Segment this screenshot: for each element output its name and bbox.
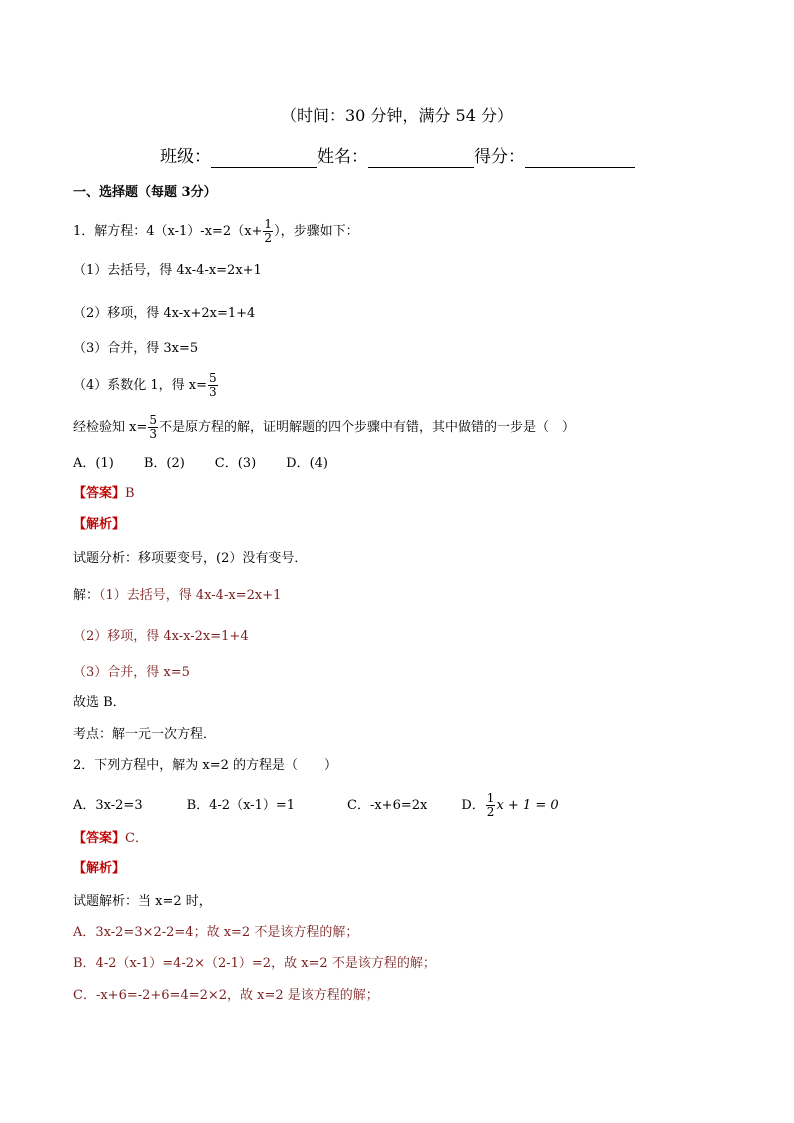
q1-check-num: 5	[149, 413, 157, 427]
q1-answer-tag: 【答案】	[73, 486, 126, 501]
q1-check-end: 不是原方程的解，证明解题的四个步骤中有错，其中做错的一步是（ ）	[159, 420, 576, 435]
q2-stem: 2．下列方程中，解为 x=2 的方程是（ ）	[73, 758, 338, 773]
q1-step-2: （2）移项，得 4x-x+2x=1+4	[73, 306, 256, 321]
q1-solution-3: （3）合并，得 x=5	[73, 665, 190, 680]
q2-options	[73, 792, 559, 819]
q2-option-d[interactable]	[461, 791, 559, 819]
q1-step-4-num: 5	[209, 371, 217, 385]
q2-answer-value: C．	[125, 831, 148, 846]
q1-stem-start: 1．解方程：4（x-1）-x=2（x+	[73, 224, 263, 239]
q2-option-d-num: 1	[486, 791, 495, 805]
name-label: 姓名：	[317, 147, 368, 167]
q1-stem	[73, 218, 359, 245]
q1-stem-frac-den: 2	[264, 231, 273, 245]
q1-option-a[interactable]: A．(1)	[73, 456, 114, 471]
q1-check-start: 经检验知 x=	[73, 420, 148, 435]
q1-options	[73, 455, 328, 473]
q1-solution-prefix: 解：	[73, 588, 100, 603]
q2-option-d-prefix: D．	[461, 798, 485, 813]
section-title: 一、选择题（每题 3分）	[73, 185, 217, 200]
q1-option-b[interactable]: B．(2)	[143, 456, 185, 471]
q2-line-b: B．4-2（x-1）=4-2×（2-1）=2，故 x=2 不是该方程的解；	[73, 956, 436, 971]
q2-option-b[interactable]: B．4-2（x-1）=1	[186, 798, 296, 813]
q1-analysis-tag: 【解析】	[73, 517, 126, 532]
q1-check	[73, 414, 575, 441]
q2-analysis-tag: 【解析】	[73, 861, 126, 876]
score-label: 得分：	[474, 147, 525, 167]
q1-solution-2: （2）移项，得 4x-x-2x=1+4	[73, 629, 249, 644]
q1-solution-1-text: （1）去括号，得 4x-4-x=2x+1	[99, 588, 282, 603]
q1-stem-frac-num: 1	[264, 217, 273, 231]
q2-option-d-rest: x + 1 = 0	[496, 798, 559, 813]
q2-option-c[interactable]: C．-x+6=2x	[347, 798, 428, 813]
q1-answer	[73, 485, 135, 503]
q1-option-d[interactable]: D．(4)	[286, 456, 328, 471]
q1-step-4-fraction	[208, 372, 218, 399]
q2-answer-tag: 【答案】	[73, 831, 126, 846]
q1-stem-end: ），步骤如下：	[274, 224, 359, 239]
q1-stem-fraction	[263, 218, 273, 245]
class-label: 班级：	[160, 147, 211, 167]
score-blank[interactable]	[525, 149, 635, 168]
student-info-row	[160, 146, 635, 168]
q2-option-a[interactable]: A．3x-2=3	[73, 798, 143, 813]
q1-analysis-line: 试题分析：移项要变号，(2）没有变号．	[73, 551, 308, 566]
q1-step-4-text: （4）系数化 1，得 x=	[73, 378, 208, 393]
q1-topic: 考点：解一元一次方程．	[73, 727, 217, 742]
q2-analysis-line: 试题解析：当 x=2 时，	[73, 894, 212, 909]
q1-answer-value: B	[125, 486, 135, 501]
q1-option-c[interactable]: C．(3)	[214, 456, 257, 471]
name-blank[interactable]	[368, 149, 474, 168]
q1-step-3: （3）合并，得 3x=5	[73, 341, 199, 356]
q1-check-den: 3	[149, 427, 157, 441]
q1-step-4	[73, 372, 219, 399]
q1-solution-1	[73, 587, 281, 605]
class-blank[interactable]	[211, 149, 317, 168]
q2-option-d-den: 2	[486, 805, 495, 819]
q2-line-a: A．3x-2=3×2-2=4；故 x=2 不是该方程的解；	[73, 925, 359, 940]
q2-line-c: C．-x+6=-2+6=4=2×2，故 x=2 是该方程的解；	[73, 988, 379, 1003]
exam-subtitle: （时间：30 分钟，满分 54 分）	[281, 106, 513, 125]
q1-conclusion: 故选 B．	[73, 695, 126, 710]
q1-step-1: （1）去括号，得 4x-4-x=2x+1	[73, 263, 262, 278]
q1-check-fraction	[148, 414, 158, 441]
q2-option-d-fraction	[486, 792, 496, 819]
q1-step-4-den: 3	[209, 385, 217, 399]
q2-answer	[73, 830, 148, 848]
